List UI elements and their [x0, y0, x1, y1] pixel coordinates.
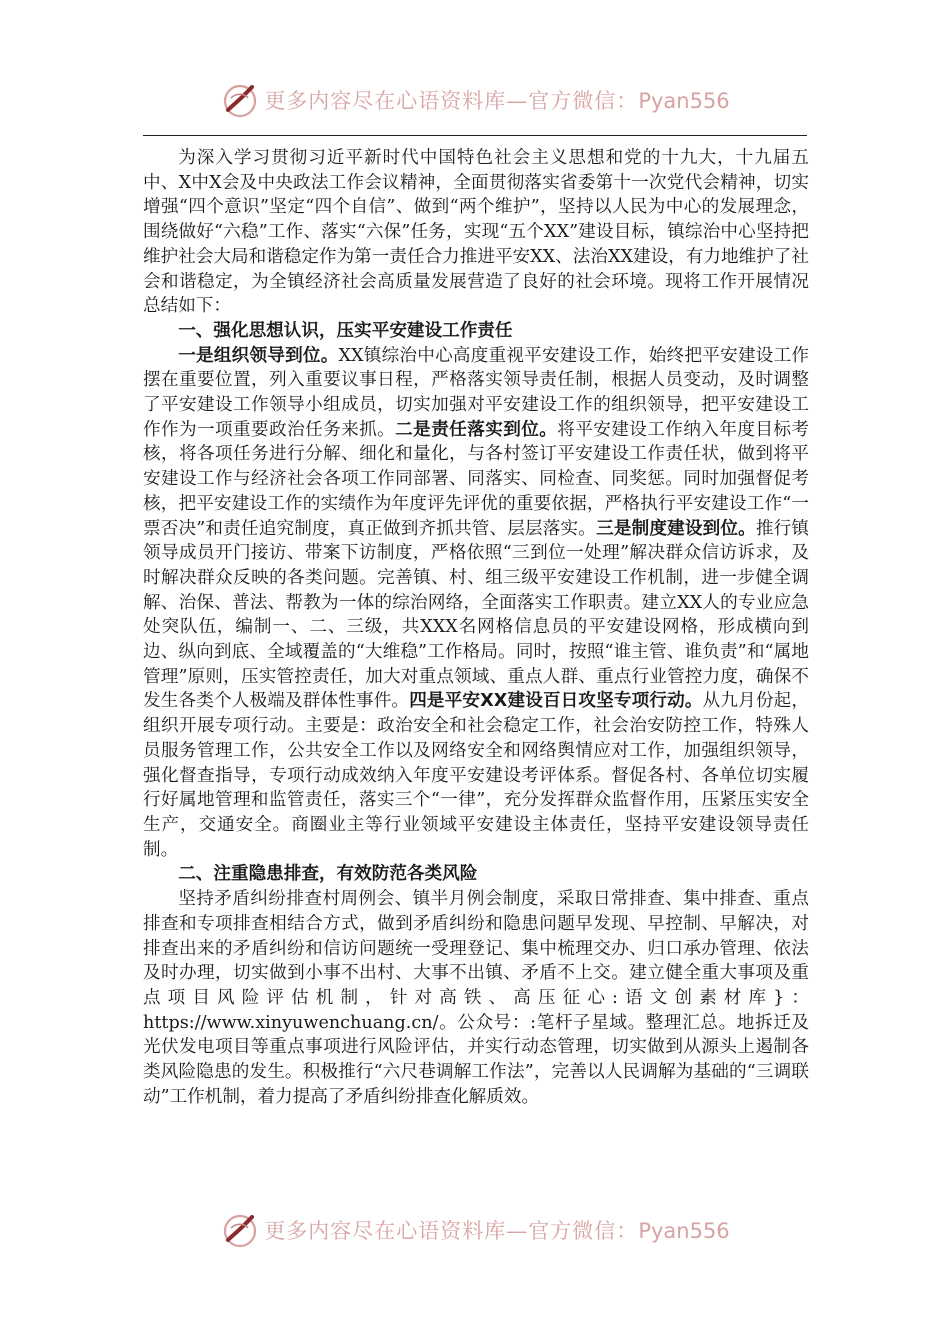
footer-banner-text: 更多内容尽在心语资料库—官方微信：Pyan556 — [264, 1219, 730, 1243]
header-divider — [143, 135, 807, 136]
wechat-id: Pyan556 — [638, 1219, 730, 1243]
section-1-paragraph: 一是组织领导到位。XX镇综治中心高度重视平安建设工作，始终把平安建设工作摆在重要位置，列入重要议事日程，严格落实领导责任制，根据人员变动，及时调整了平安建设工作领导小组成员，切实加强对平安建设工作的组织领导，把平安建设工作作为一项重要政治任务来抓。二是责任落实到位。将平安建设工作纳入年度目标考核，将各项任务进行分解、细化和量化，与各村签订平安建设工作责任状，做到将平安建设工作与经济社会各项工作同部署、同落实、同检查、同奖惩。同时加强督促考核，把平安建设工作的实绩作为年度评先评优的重要依据，严格执行平安建设工作“一票否决”和责任追究制度，真正做到齐抓共管、层层落实。三是制度建设到位。推行镇领导成员开门接访、带案下访制度，严格依照“三到位一处理”解决群众信访诉求，及时解决群众反映的各类问题。完善镇、村、组三级平安建设工作机制，进一步健全调解、治保、普法、帮教为一体的综治网络，全面落实工作职责。建立XX人的专业应急处突队伍，编制一、二、三级，共XXX名网格信息员的平安建设网格，形成横向到边、纵向到底、全域覆盖的“大维稳”工作格局。同时，按照“谁主管、谁负责”和“属地管理”原则，压实管控责任，加大对重点领域、重点人群、重点行业管控力度，确保不发生各类个人极端及群体性事件。四是平安XX建设百日攻坚专项行动。从九月份起，组织开展专项行动。主要是：政治安全和社会稳定工作，社会治安防控工作，特殊人员服务管理工作，公共安全工作以及网络安全和网络舆情应对工作，加强组织领导，强化督查指导，专项行动成效纳入年度平安建设考评体系。督促各村、各单位切实履行好属地管理和监管责任，落实三个“一律”，充分发挥群众监督作用，压紧压实安全生产，交通安全。商圈业主等行业领域平安建设主体责任，坚持平安建设领导责任制。 — [143, 345, 809, 860]
wechat-id: Pyan556 — [638, 89, 730, 113]
section-1-heading: 一、强化思想认识，压实平安建设工作责任 — [178, 320, 513, 341]
intro-paragraph: 为深入学习贯彻习近平新时代中国特色社会主义思想和党的十九大，十九届五中、X中X会及中央政法工作会议精神，全面贯彻落实省委第十一次党代会精神，切实增强“四个意识”坚定“四个自信”、做到“两个维护”，坚持以人民为中心的发展理念，围绕做好“六稳”工作、落实“六保”任务，实现“五个XX”建设目标，镇综治中心坚持把维护社会大局和谐稳定作为第一责任合力推进平安XX、法治XX建设，有力地维护了社会和谐稳定，为全镇经济社会高质量发展营造了良好的社会环境。现将工作开展情况总结如下： — [143, 148, 809, 317]
point-2-lead: 二是责任落实到位。 — [395, 419, 558, 440]
pen-logo-icon — [220, 1210, 260, 1250]
section-2-heading: 二、注重隐患排查，有效防范各类风险 — [178, 864, 478, 885]
document-body — [143, 146, 809, 1109]
header-banner-text: 更多内容尽在心语资料库—官方微信：Pyan556 — [264, 89, 730, 113]
footer-banner — [0, 1208, 950, 1252]
pen-logo-icon — [220, 80, 260, 120]
section-2-paragraph: 坚持矛盾纠纷排查村周例会、镇半月例会制度，采取日常排查、集中排查、重点排查和专项排查相结合方式，做到矛盾纠纷和隐患问题早发现、早控制、早解决，对排查出来的矛盾纠纷和信访问题统一受理登记、集中梳理交办、归口承办管理、依法及时办理，切实做到小事不出村、大事不出镇、矛盾不上交。建立健全重大事项及重点项目风险评估机制，针对高铁、高压征心:语文创素材库}：https://www.xinyuwenchuang.cn/。公众号：:笔杆子星域。整理汇总。地拆迁及光伏发电项目等重点事项进行风险评估，并实行动态管理，切实做到从源头上遏制各类风险隐患的发生。积极推行“六尺巷调解工作法”，完善以人民调解为基础的“三调联动”工作机制，着力提高了矛盾纠纷排查化解质效。 — [143, 889, 809, 1107]
point-3-lead: 三是制度建设到位。 — [596, 518, 756, 539]
point-4-lead: 四是平安XX建设百日攻坚专项行动。 — [409, 691, 703, 712]
point-1-lead: 一是组织领导到位。 — [178, 345, 339, 366]
header-banner — [0, 78, 950, 122]
